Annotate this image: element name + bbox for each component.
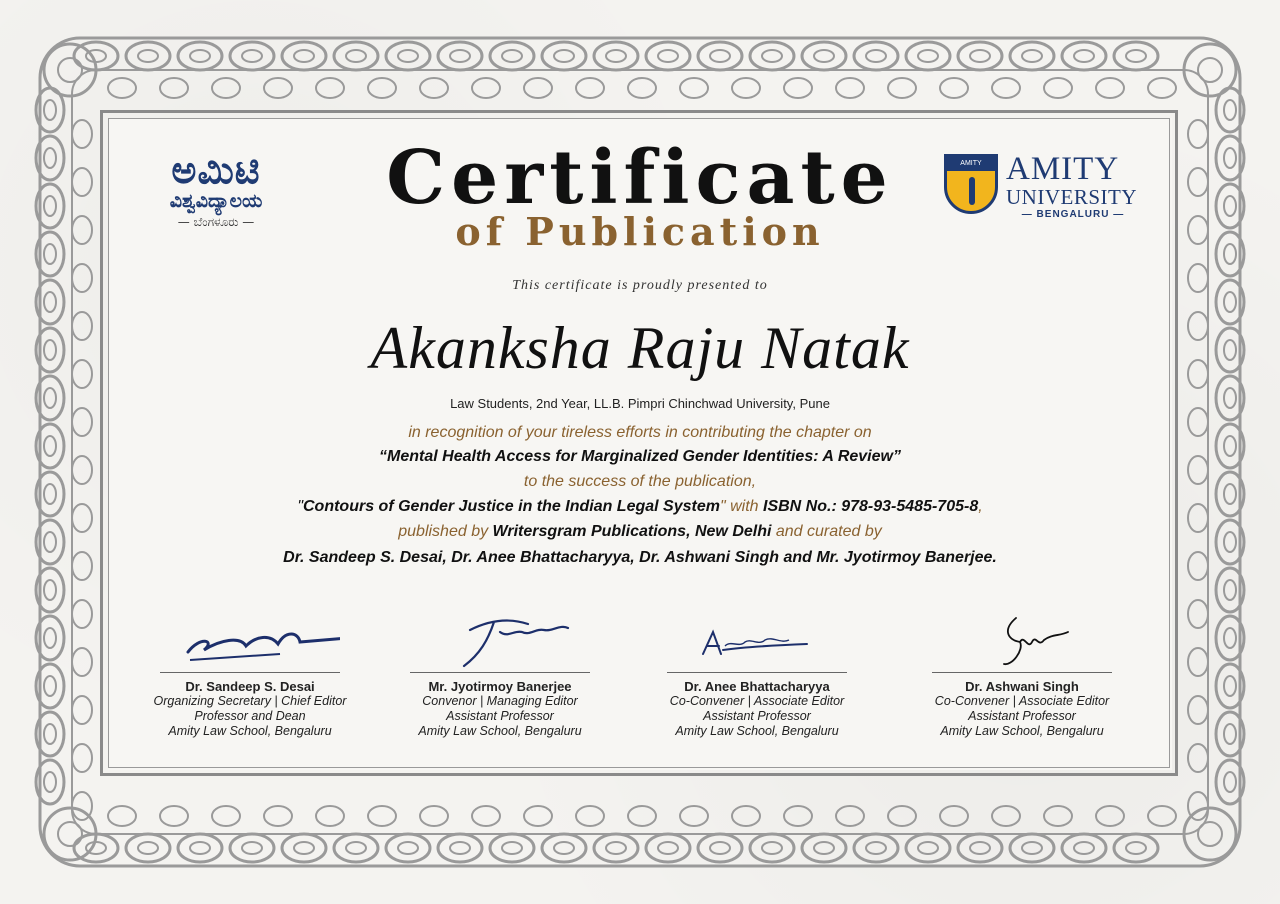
- border-loop-top: [386, 42, 430, 70]
- signatory-name: Dr. Anee Bhattacharyya: [684, 679, 830, 694]
- certificate-title: Certificate: [386, 135, 894, 221]
- border-loop-top-inner: [918, 50, 938, 62]
- border-loop-left-inner: [44, 532, 56, 552]
- signature-banerjee-icon: [410, 610, 590, 668]
- recipient-name: Akanksha Raju Natak: [370, 315, 910, 381]
- border-loop-bottom-2: [264, 806, 292, 826]
- signatory-title: Assistant Professor: [446, 709, 554, 723]
- border-loop-top-2: [628, 78, 656, 98]
- border-loop-bottom-2: [576, 806, 604, 826]
- border-loop-bottom-2: [680, 806, 708, 826]
- border-loop-bottom-inner: [294, 842, 314, 854]
- border-loop-bottom: [282, 834, 326, 862]
- border-loop-top-2: [784, 78, 812, 98]
- border-loop-bottom: [126, 834, 170, 862]
- signatory-name: Mr. Jyotirmoy Banerjee: [428, 679, 572, 694]
- shield-badge-text: AMITY: [947, 157, 995, 171]
- border-loop-bottom-2: [420, 806, 448, 826]
- border-loop-left-2: [72, 264, 92, 292]
- border-loop-bottom: [906, 834, 950, 862]
- curated-by: and curated by: [771, 523, 882, 540]
- border-loop-bottom-inner: [658, 842, 678, 854]
- border-loop-bottom-inner: [1022, 842, 1042, 854]
- border-loop-top-inner: [866, 50, 886, 62]
- border-loop-top-inner: [710, 50, 730, 62]
- border-loop-top-inner: [1022, 50, 1042, 62]
- signature-block: [150, 610, 350, 739]
- border-loop-top-inner: [346, 50, 366, 62]
- signature-line: [160, 672, 340, 673]
- signatory-institution: Amity Law School, Bengaluru: [675, 724, 839, 738]
- border-loop-right-2: [1188, 456, 1208, 484]
- border-loop-top-2: [160, 78, 188, 98]
- recognition-line: in recognition of your tireless efforts in contributing the chapter on: [408, 424, 872, 441]
- border-loop-top: [854, 42, 898, 70]
- border-loop-bottom: [230, 834, 274, 862]
- signatory-title: Assistant Professor: [703, 709, 811, 723]
- border-loop-left-inner: [44, 388, 56, 408]
- border-loop-bottom-inner: [918, 842, 938, 854]
- border-loop-bottom-2: [108, 806, 136, 826]
- logo-kannada-line1: ಅಮಿಟಿ: [171, 148, 261, 192]
- border-loop-top-inner: [970, 50, 990, 62]
- border-loop-right-2: [1188, 552, 1208, 580]
- border-loop-bottom-2: [888, 806, 916, 826]
- border-loop-left-2: [72, 360, 92, 388]
- border-loop-right-inner: [1224, 628, 1236, 648]
- border-loop-top: [230, 42, 274, 70]
- border-loop-bottom: [594, 834, 638, 862]
- border-loop-right-2: [1188, 264, 1208, 292]
- border-corner-loop: [1184, 44, 1236, 96]
- signature-block: [657, 610, 857, 739]
- amity-city: — BENGALURU —: [1021, 209, 1125, 220]
- border-loop-bottom: [178, 834, 222, 862]
- border-loop-top: [906, 42, 950, 70]
- publisher-name: Writersgram Publications, New Delhi: [492, 523, 772, 540]
- logo-kannada-line3: — ಬೆಂಗಳೂರು —: [177, 215, 255, 229]
- border-loop-bottom-inner: [710, 842, 730, 854]
- border-loop-bottom-2: [836, 806, 864, 826]
- border-loop-top-inner: [242, 50, 262, 62]
- border-loop-bottom-inner: [1126, 842, 1146, 854]
- border-loop-bottom-2: [1148, 806, 1176, 826]
- signatory-role: Organizing Secretary | Chief Editor: [153, 694, 347, 708]
- border-loop-top: [126, 42, 170, 70]
- signatory-institution: Amity Law School, Bengaluru: [418, 724, 582, 738]
- border-loop-right-2: [1188, 120, 1208, 148]
- border-loop-bottom-inner: [398, 842, 418, 854]
- border-loop-top: [438, 42, 482, 70]
- signatory-role: Co-Convener | Associate Editor: [669, 694, 845, 708]
- border-loop-top: [750, 42, 794, 70]
- border-loop-right-inner: [1224, 676, 1236, 696]
- border-loop-top: [802, 42, 846, 70]
- border-loop-bottom-inner: [450, 842, 470, 854]
- border-loop-bottom-2: [316, 806, 344, 826]
- border-loop-bottom: [438, 834, 482, 862]
- signature-line: [667, 672, 847, 673]
- border-loop-right-2: [1188, 312, 1208, 340]
- border-loop-top-2: [940, 78, 968, 98]
- border-loop-right-inner: [1224, 436, 1236, 456]
- border-loop-bottom-2: [784, 806, 812, 826]
- signatory-role: Co-Convener | Associate Editor: [934, 694, 1110, 708]
- border-loop-right-inner: [1224, 340, 1236, 360]
- border-loop-bottom-inner: [242, 842, 262, 854]
- border-loop-bottom-2: [732, 806, 760, 826]
- border-loop-left-2: [72, 600, 92, 628]
- border-loop-top-inner: [554, 50, 574, 62]
- border-loop-bottom-2: [1096, 806, 1124, 826]
- border-loop-right-inner: [1224, 580, 1236, 600]
- border-loop-right-inner: [1224, 292, 1236, 312]
- border-loop-right-inner: [1224, 388, 1236, 408]
- border-loop-bottom-inner: [502, 842, 522, 854]
- border-loop-left-2: [72, 168, 92, 196]
- border-loop-bottom-inner: [346, 842, 366, 854]
- isbn: ISBN No.: 978-93-5485-705-8: [763, 498, 979, 515]
- border-loop-top-2: [576, 78, 604, 98]
- border-loop-bottom: [854, 834, 898, 862]
- border-loop-right-2: [1188, 360, 1208, 388]
- border-loop-right-2: [1188, 504, 1208, 532]
- border-loop-right-inner: [1224, 484, 1236, 504]
- border-loop-right-2: [1188, 744, 1208, 772]
- signature-desai-icon: [160, 610, 340, 668]
- border-loop-top: [1114, 42, 1158, 70]
- border-loop-bottom: [490, 834, 534, 862]
- border-loop-top-inner: [502, 50, 522, 62]
- border-loop-top-inner: [606, 50, 626, 62]
- book-title: Contours of Gender Justice in the Indian Legal System: [303, 498, 720, 515]
- border-loop-left-inner: [44, 244, 56, 264]
- border-loop-top-2: [316, 78, 344, 98]
- border-loop-right-inner: [1224, 196, 1236, 216]
- amity-university-logo: [944, 152, 1144, 222]
- border-loop-bottom-inner: [554, 842, 574, 854]
- border-loop-top-2: [420, 78, 448, 98]
- border-loop-bottom-2: [368, 806, 396, 826]
- border-loop-left-2: [72, 216, 92, 244]
- border-loop-bottom: [958, 834, 1002, 862]
- border-loop-bottom-2: [940, 806, 968, 826]
- border-loop-right-2: [1188, 216, 1208, 244]
- border-loop-top-inner: [450, 50, 470, 62]
- border-loop-bottom: [542, 834, 586, 862]
- curators-line: Dr. Sandeep S. Desai, Dr. Anee Bhattacharyya, Dr. Ashwani Singh and Mr. Jyotirmoy Banerjee.: [283, 549, 997, 566]
- border-loop-top-inner: [294, 50, 314, 62]
- border-loop-bottom: [386, 834, 430, 862]
- border-loop-top: [1062, 42, 1106, 70]
- border-loop-bottom-2: [212, 806, 240, 826]
- border-loop-right-2: [1188, 600, 1208, 628]
- border-loop-bottom-inner: [190, 842, 210, 854]
- signature-line: [932, 672, 1112, 673]
- border-loop-top: [958, 42, 1002, 70]
- border-loop-top-inner: [1074, 50, 1094, 62]
- signature-block: [922, 610, 1122, 739]
- border-loop-left-2: [72, 648, 92, 676]
- border-loop-top: [594, 42, 638, 70]
- publisher-line: [160, 521, 1120, 543]
- border-loop-left-2: [72, 408, 92, 436]
- border-loop-top-2: [992, 78, 1020, 98]
- border-loop-top-2: [368, 78, 396, 98]
- signatory-role: Convenor | Managing Editor: [422, 694, 578, 708]
- signatory-title: Professor and Dean: [194, 709, 306, 723]
- border-loop-left-inner: [44, 196, 56, 216]
- border-loop-top: [1010, 42, 1054, 70]
- book-with: " with: [719, 498, 763, 515]
- border-corner-inner: [1198, 822, 1222, 846]
- border-loop-left-inner: [44, 628, 56, 648]
- logo-kannada-line2: ವಿಶ್ವವಿದ್ಯಾಲಯ: [169, 190, 263, 212]
- publication-line: to the success of the publication,: [523, 473, 757, 490]
- border-loop-right-inner: [1224, 724, 1236, 744]
- torch-icon: [969, 177, 975, 205]
- border-loop-top-inner: [138, 50, 158, 62]
- border-loop-top-inner: [658, 50, 678, 62]
- border-loop-left-2: [72, 744, 92, 772]
- signatory-name: Dr. Sandeep S. Desai: [185, 679, 315, 694]
- border-loop-left-2: [72, 504, 92, 532]
- border-loop-bottom-inner: [814, 842, 834, 854]
- chapter-title: “Mental Health Access for Marginalized Gender Identities: A Review”: [379, 448, 901, 465]
- border-loop-left-inner: [44, 148, 56, 168]
- border-loop-right-inner: [1224, 148, 1236, 168]
- border-loop-bottom: [698, 834, 742, 862]
- signature-line: [410, 672, 590, 673]
- border-loop-top: [490, 42, 534, 70]
- border-corner-inner: [58, 822, 82, 846]
- signatory-title: Assistant Professor: [968, 709, 1076, 723]
- signatory-name: Dr. Ashwani Singh: [965, 679, 1079, 694]
- border-loop-left-2: [72, 312, 92, 340]
- border-loop-bottom-inner: [866, 842, 886, 854]
- published-by: published by: [398, 523, 493, 540]
- border-loop-top-inner: [190, 50, 210, 62]
- border-loop-right-inner: [1224, 100, 1236, 120]
- border-loop-top-2: [680, 78, 708, 98]
- border-loop-left-2: [72, 456, 92, 484]
- signatory-institution: Amity Law School, Bengaluru: [168, 724, 332, 738]
- border-corner-inner: [1198, 58, 1222, 82]
- border-loop-bottom: [646, 834, 690, 862]
- recipient-affiliation: Law Students, 2nd Year, LL.B. Pimpri Chinchwad University, Pune: [450, 396, 830, 411]
- border-loop-bottom-inner: [762, 842, 782, 854]
- border-corner-loop: [1184, 808, 1236, 860]
- logo-kannada-city: ಬೆಂಗಳೂರು: [193, 215, 239, 229]
- border-loop-left-inner: [44, 100, 56, 120]
- border-loop-top: [698, 42, 742, 70]
- border-loop-left-inner: [44, 580, 56, 600]
- amity-shield-icon: [944, 154, 998, 214]
- isbn-comma: ,: [978, 498, 983, 515]
- border-loop-top: [542, 42, 586, 70]
- border-loop-bottom-2: [160, 806, 188, 826]
- border-loop-left-inner: [44, 436, 56, 456]
- book-line: [160, 496, 1120, 518]
- border-loop-bottom: [802, 834, 846, 862]
- border-loop-bottom-inner: [138, 842, 158, 854]
- border-loop-top: [178, 42, 222, 70]
- border-loop-bottom-inner: [1074, 842, 1094, 854]
- border-loop-bottom-2: [472, 806, 500, 826]
- border-loop-top-inner: [398, 50, 418, 62]
- border-loop-top-2: [472, 78, 500, 98]
- border-loop-left-inner: [44, 772, 56, 792]
- border-loop-top-2: [1148, 78, 1176, 98]
- amity-subtitle: UNIVERSITY: [1006, 185, 1137, 209]
- border-loop-left-2: [72, 120, 92, 148]
- certificate-subtitle: of Publication: [455, 209, 825, 254]
- book-quote-open: ": [297, 498, 303, 515]
- signature-block: [400, 610, 600, 739]
- amity-kannada-logo: [146, 150, 286, 230]
- border-loop-right-inner: [1224, 772, 1236, 792]
- signature-bhattacharyya-icon: [667, 610, 847, 668]
- border-loop-bottom: [750, 834, 794, 862]
- border-loop-bottom-2: [992, 806, 1020, 826]
- border-loop-left-2: [72, 696, 92, 724]
- border-loop-left-inner: [44, 484, 56, 504]
- border-loop-right-inner: [1224, 244, 1236, 264]
- presented-text: This certificate is proudly presented to: [512, 278, 768, 293]
- border-corner-inner: [58, 58, 82, 82]
- border-loop-left-2: [72, 552, 92, 580]
- border-loop-bottom: [334, 834, 378, 862]
- border-loop-right-2: [1188, 168, 1208, 196]
- border-loop-top-2: [264, 78, 292, 98]
- border-loop-top: [282, 42, 326, 70]
- border-loop-left-inner: [44, 676, 56, 696]
- border-loop-left-inner: [44, 724, 56, 744]
- border-loop-bottom-inner: [970, 842, 990, 854]
- border-loop-top-inner: [1126, 50, 1146, 62]
- border-loop-top-2: [836, 78, 864, 98]
- border-loop-top-inner: [762, 50, 782, 62]
- border-loop-bottom-2: [628, 806, 656, 826]
- border-loop-top-2: [108, 78, 136, 98]
- signature-singh-icon: [932, 610, 1112, 668]
- border-loop-bottom: [1062, 834, 1106, 862]
- border-loop-bottom: [1114, 834, 1158, 862]
- border-loop-top-2: [1096, 78, 1124, 98]
- border-loop-top-2: [888, 78, 916, 98]
- border-loop-top-inner: [814, 50, 834, 62]
- signatory-institution: Amity Law School, Bengaluru: [940, 724, 1104, 738]
- border-loop-bottom: [1010, 834, 1054, 862]
- border-loop-top-2: [212, 78, 240, 98]
- border-loop-bottom-2: [1044, 806, 1072, 826]
- border-loop-top: [334, 42, 378, 70]
- border-loop-right-2: [1188, 648, 1208, 676]
- border-loop-right-2: [1188, 408, 1208, 436]
- border-loop-bottom-inner: [606, 842, 626, 854]
- border-loop-top-2: [1044, 78, 1072, 98]
- border-loop-right-inner: [1224, 532, 1236, 552]
- border-loop-top: [646, 42, 690, 70]
- border-loop-right-2: [1188, 696, 1208, 724]
- border-loop-top-2: [732, 78, 760, 98]
- border-loop-bottom-2: [524, 806, 552, 826]
- border-loop-left-inner: [44, 292, 56, 312]
- border-loop-top-2: [524, 78, 552, 98]
- amity-name: AMITY: [1006, 151, 1120, 187]
- border-loop-left-inner: [44, 340, 56, 360]
- amity-city-text: BENGALURU: [1036, 209, 1110, 220]
